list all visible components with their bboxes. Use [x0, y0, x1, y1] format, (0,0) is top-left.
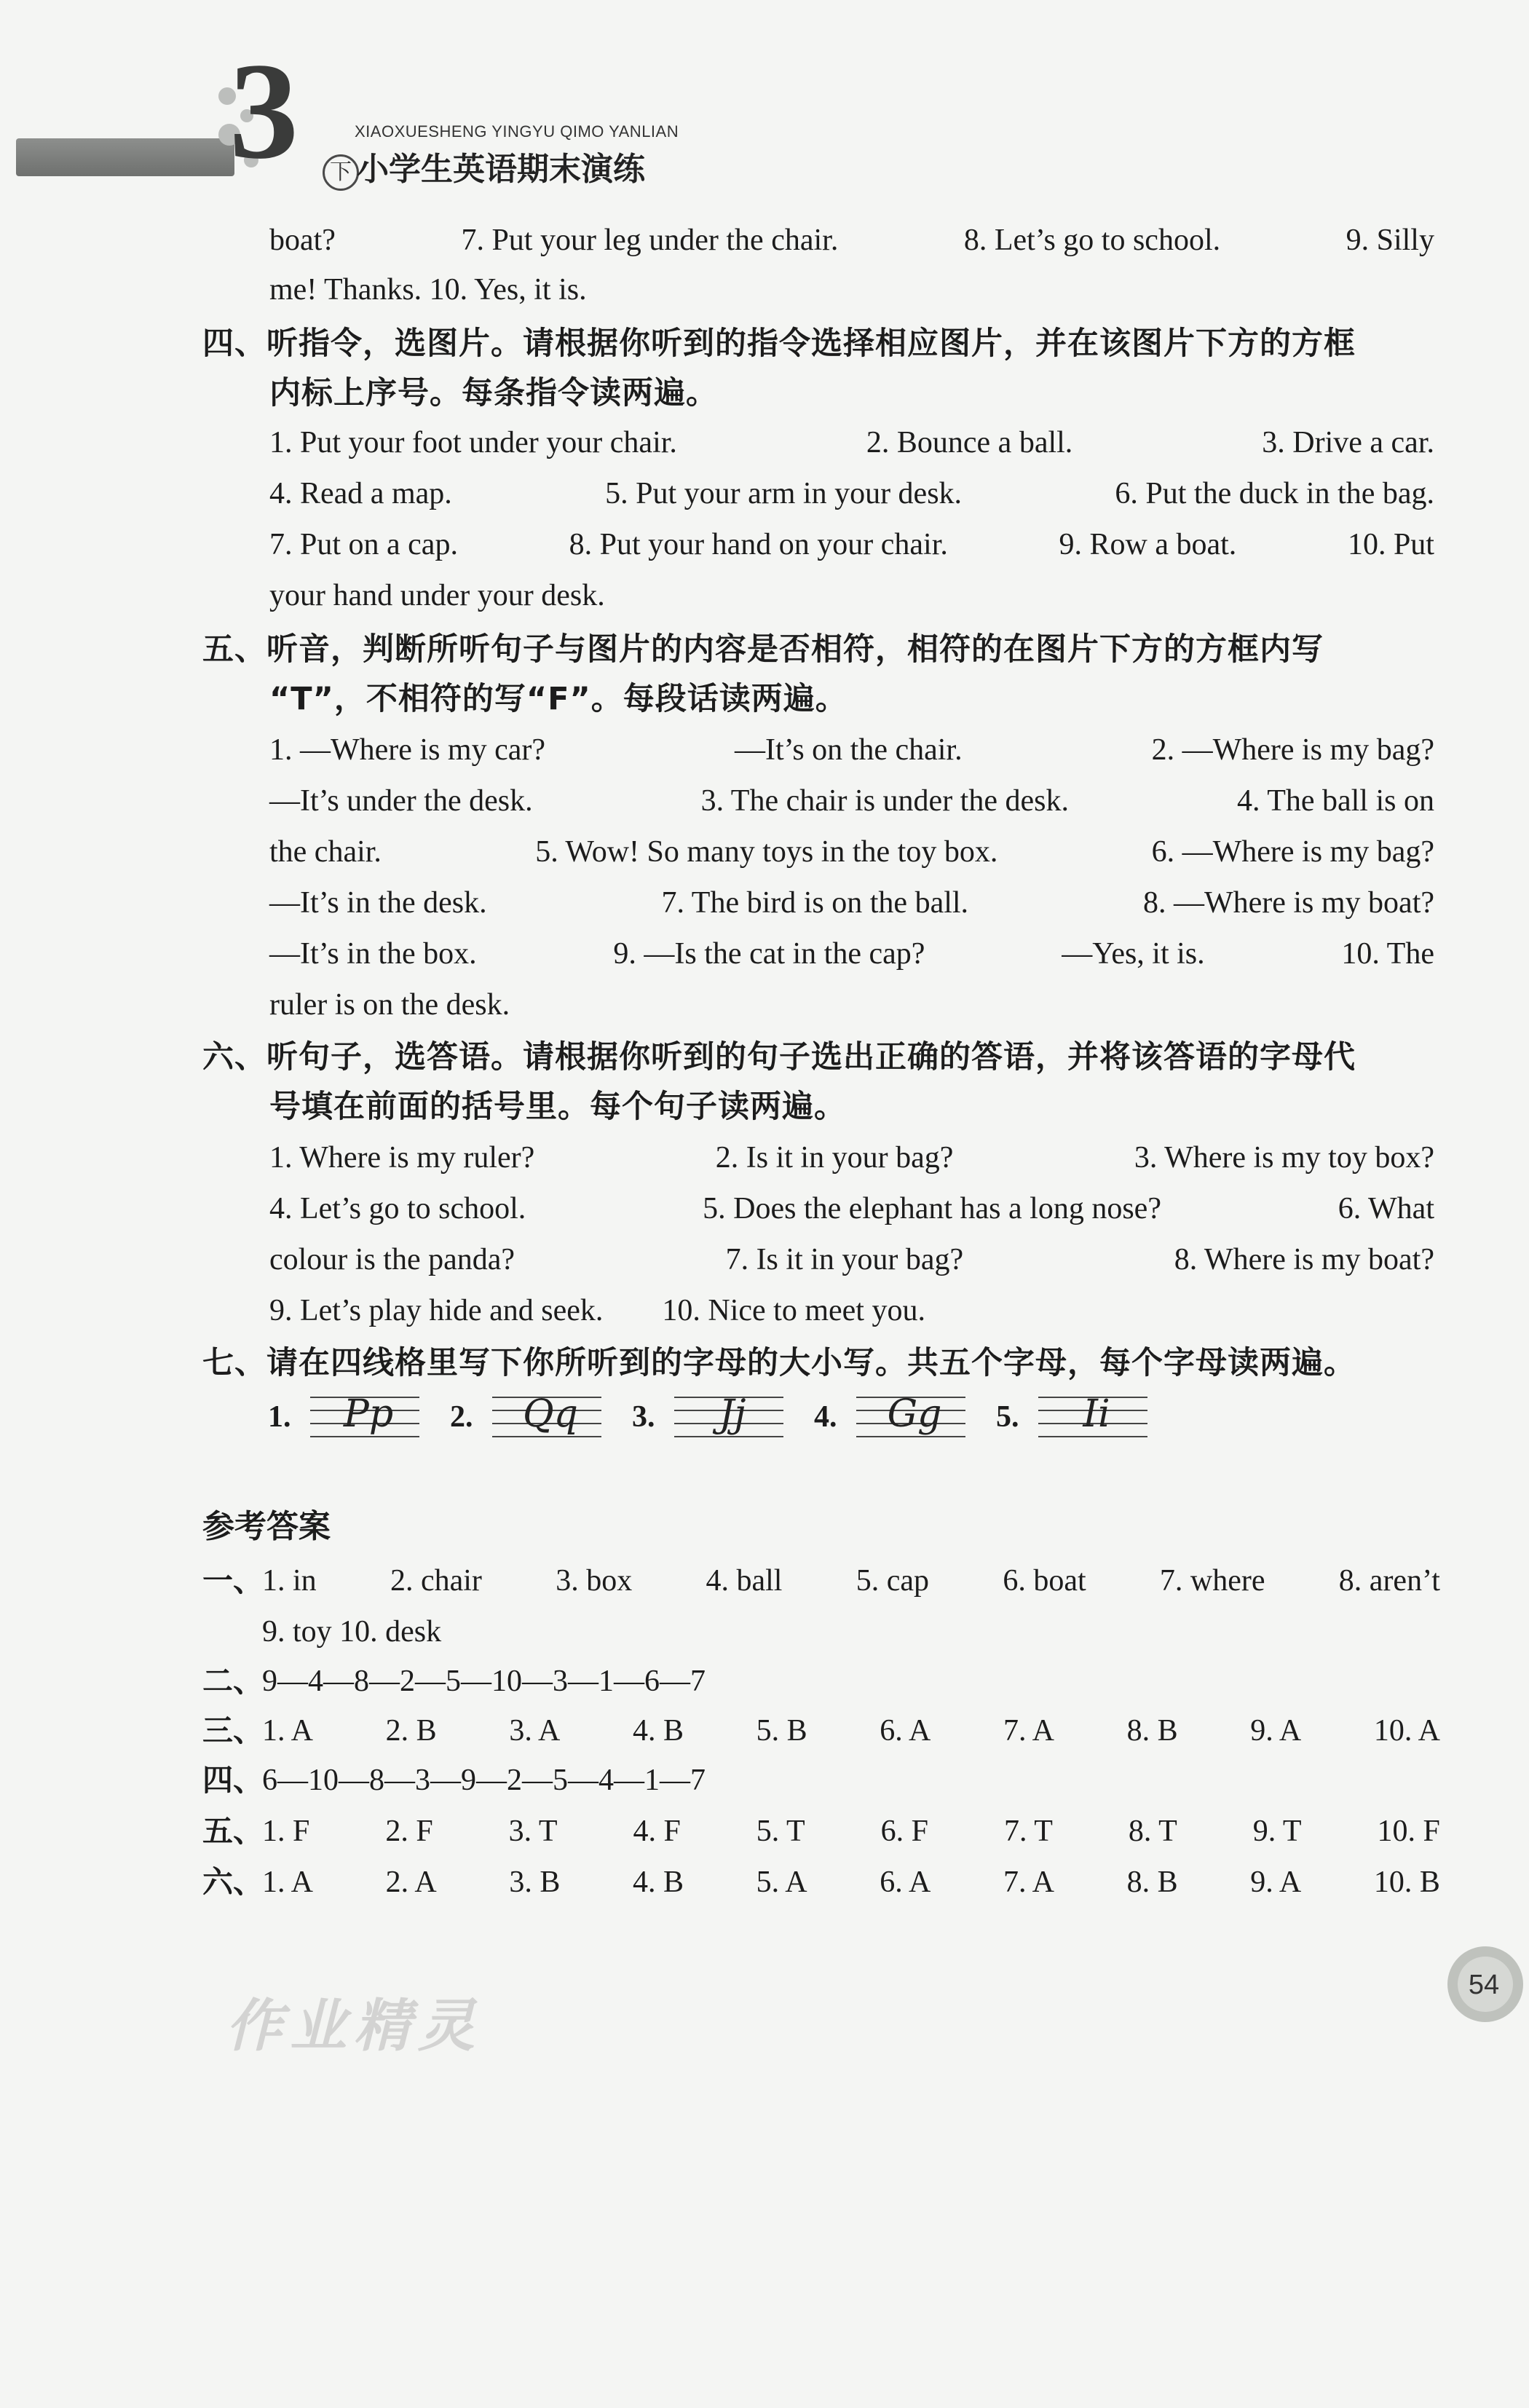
answer-row: 二、 9—4—8—2—5—10—3—1—6—7	[202, 1663, 706, 1699]
text-line: 1. Where is my ruler? 2. Is it in your bag? 3. Where is my toy box?	[269, 1141, 1434, 1175]
text-line: 7. Put on a cap. 8. Put your hand on your chair. 9. Row a boat. 10. Put	[269, 528, 1434, 561]
term-badge: 下	[323, 154, 359, 191]
section-4-heading-cont: 内标上序号。每条指令读两遍。	[269, 375, 718, 411]
book-title: 小学生英语期末演练	[357, 151, 645, 188]
watermark: 作业精灵	[226, 1994, 483, 2059]
book-pinyin: XIAOXUESHENG YINGYU QIMO YANLIAN	[355, 122, 679, 141]
answer-row: 一、 1. in 2. chair 3. box 4. ball 5. cap 6. boat 7. where 8. aren’t	[202, 1563, 1440, 1598]
text-line: 9. Let’s play hide and seek. 10. Nice to meet you.	[269, 1294, 925, 1327]
section-7-heading: 七、请在四线格里写下你所听到的字母的大小写。共五个字母，每个字母读两遍。	[202, 1345, 1356, 1381]
page-number-badge	[1434, 1937, 1529, 2032]
section-5-heading-cont: “T”，不相符的写“F”。每段话读两遍。	[269, 681, 848, 717]
answer-row: 四、 6—10—8—3—9—2—5—4—1—7	[202, 1762, 706, 1798]
four-line-grid	[310, 1392, 419, 1437]
page-number: 54	[1468, 1970, 1500, 2000]
text-line: —It’s in the desk. 7. The bird is on the ball. 8. —Where is my boat?	[269, 886, 1434, 920]
handwritten-letters: Gg	[887, 1392, 942, 1436]
text-line: 1. —Where is my car? —It’s on the chair. 2. —Where is my bag?	[269, 733, 1434, 767]
text-line: ruler is on the desk.	[269, 988, 510, 1022]
text-line: colour is the panda? 7. Is it in your bag? 8. Where is my boat?	[269, 1243, 1434, 1276]
four-line-grid	[1038, 1392, 1147, 1437]
grade-number: 3	[229, 35, 299, 188]
section-4-heading: 四、听指令，选图片。请根据你听到的指令选择相应图片，并在该图片下方的方框	[202, 325, 1356, 362]
text-line: —It’s under the desk. 3. The chair is under the desk. 4. The ball is on	[269, 784, 1434, 818]
answer-row: 9. toy 10. desk	[262, 1615, 442, 1649]
four-line-grid	[674, 1392, 783, 1437]
answer-row: 三、 1. A 2. B 3. A 4. B 5. B 6. A 7. A 8. B 9. A 10. A	[202, 1713, 1440, 1748]
text-line: —It’s in the box. 9. —Is the cat in the cap? —Yes, it is. 10. The	[269, 937, 1434, 971]
handwritten-letters: Ii	[1083, 1392, 1110, 1436]
header-band	[16, 138, 234, 176]
four-line-grid	[492, 1392, 601, 1437]
answers-title: 参考答案	[202, 1508, 331, 1545]
text-line: your hand under your desk.	[269, 579, 605, 612]
text-line: the chair. 5. Wow! So many toys in the toy box. 6. —Where is my bag?	[269, 835, 1434, 869]
section-6-heading-cont: 号填在前面的括号里。每个句子读两遍。	[269, 1089, 846, 1125]
text-line: boat? 7. Put your leg under the chair. 8. Let’s go to school. 9. Silly	[269, 224, 1434, 257]
answer-row: 五、 1. F 2. F 3. T 4. F 5. T 6. F 7. T 8. T 9. T 10. F	[202, 1813, 1440, 1849]
handwritten-letters: Pp	[343, 1392, 394, 1436]
text-line: 4. Read a map. 5. Put your arm in your desk. 6. Put the duck in the bag.	[269, 477, 1434, 510]
handwritten-letters: Jj	[719, 1392, 746, 1436]
text-line: me! Thanks. 10. Yes, it is.	[269, 273, 587, 307]
handwritten-letters: Qq	[523, 1392, 578, 1436]
section-6-heading: 六、听句子，选答语。请根据你听到的句子选出正确的答语，并将该答语的字母代	[202, 1039, 1356, 1075]
section-5-heading: 五、听音，判断所听句子与图片的内容是否相符，相符的在图片下方的方框内写	[202, 631, 1324, 668]
four-line-grid	[856, 1392, 965, 1437]
text-line: 4. Let’s go to school. 5. Does the elephant has a long nose? 6. What	[269, 1192, 1434, 1225]
text-line: 1. Put your foot under your chair. 2. Bounce a ball. 3. Drive a car.	[269, 426, 1434, 459]
answer-row: 六、 1. A 2. A 3. B 4. B 5. A 6. A 7. A 8. B 9. A 10. B	[202, 1864, 1440, 1900]
page-header	[0, 0, 1529, 204]
